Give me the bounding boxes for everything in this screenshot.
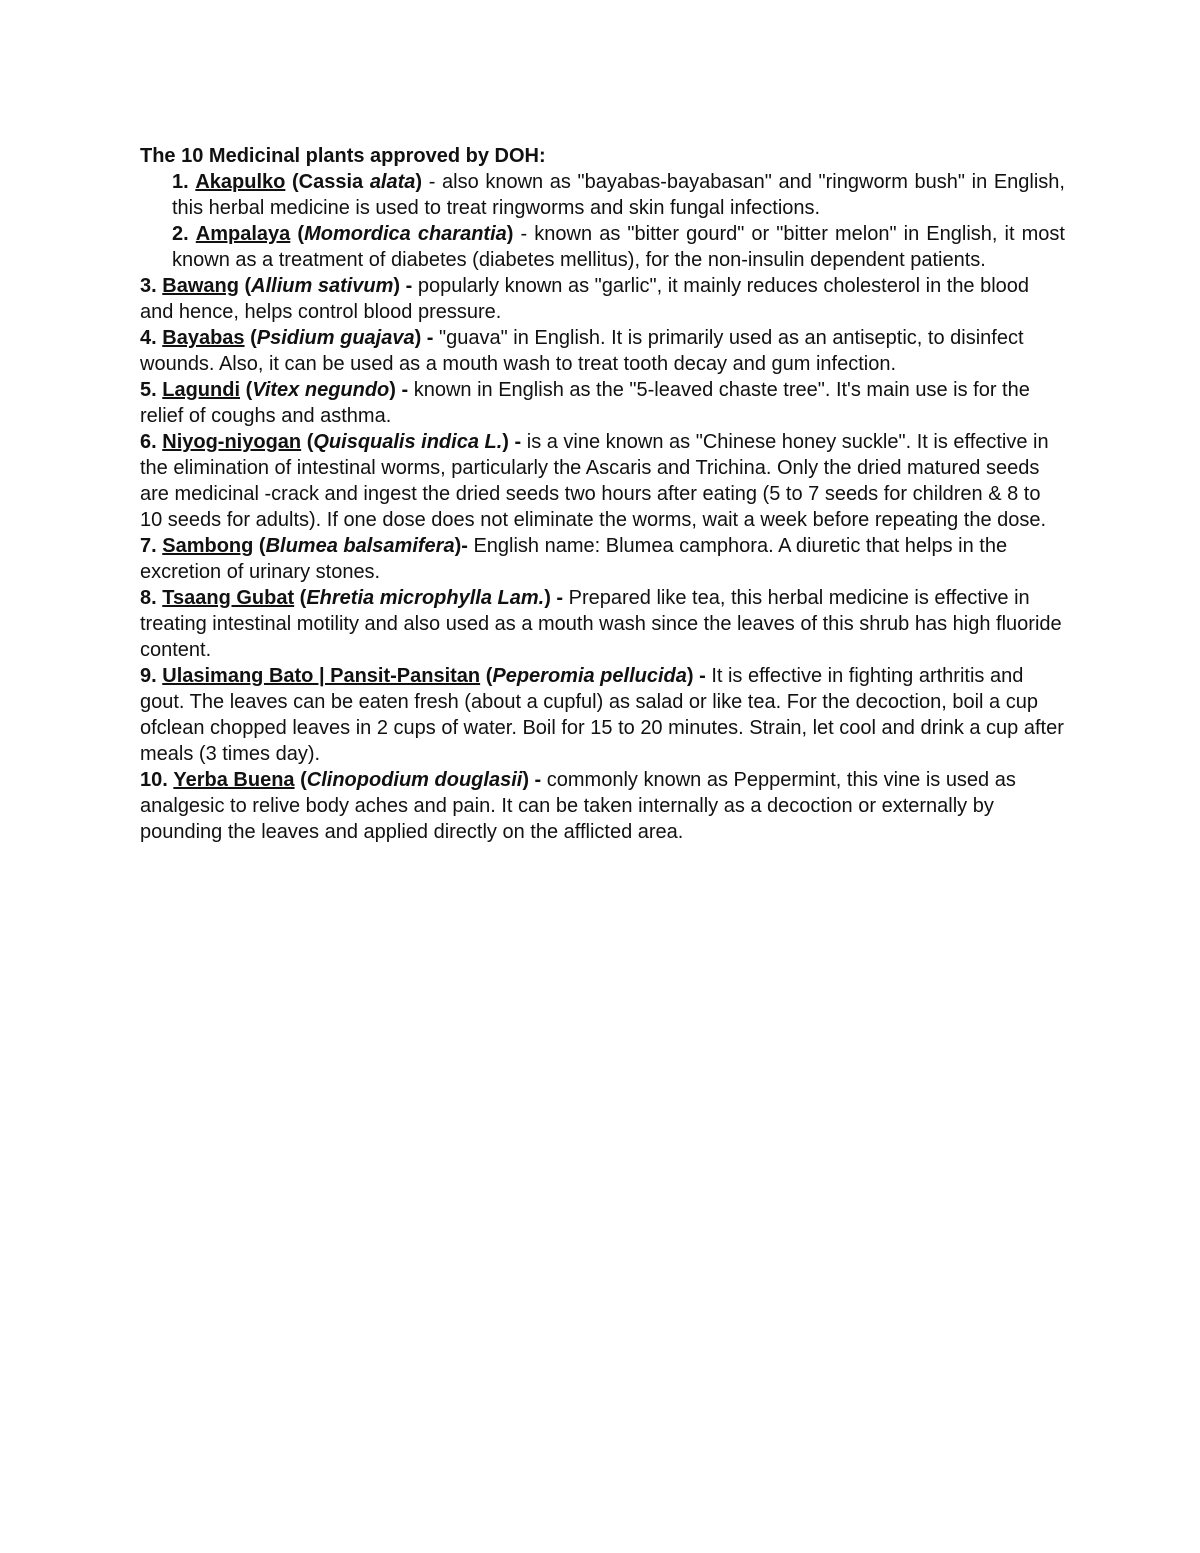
- sci-close: ) -: [544, 587, 564, 609]
- plant-name: Ulasimang Bato | Pansit-Pansitan: [162, 665, 481, 687]
- sci-close: )-: [454, 535, 468, 557]
- list-item: [172, 169, 1065, 221]
- plant-description: English name: Blumea camphora. A diuretic that helps in the excretion of urinary stones.: [140, 535, 1008, 583]
- sci-close: ) -: [502, 431, 522, 453]
- item-number: 5.: [140, 379, 157, 401]
- plant-description: is a vine known as "Chinese honey suckle". It is effective in the elimination of intestinal worms, particularly the Ascaris and Trichina. Only the dried matured seeds are medicinal -crack and ingest the dried seeds two hours after eating (5 to 7 seeds for children & 8 to 10 seeds for adults). If one dose does not eliminate the worms, wait a week before repeating the dose.: [140, 431, 1049, 531]
- sci-close: ): [506, 223, 514, 245]
- sci-open: (: [294, 587, 307, 609]
- item-number: 1.: [172, 171, 189, 193]
- item-number: 4.: [140, 327, 157, 349]
- item-number: 6.: [140, 431, 157, 453]
- sci-close: ) -: [389, 379, 409, 401]
- plant-description: commonly known as Peppermint, this vine is used as analgesic to relive body aches and pain. It can be taken internally as a decoction or externally by pounding the leaves and applied directly on the afflicted area.: [140, 769, 1016, 843]
- sci-close: ): [415, 171, 423, 193]
- sci-open: (: [238, 275, 252, 297]
- scientific-name-plain: Cassia: [298, 171, 370, 193]
- item-number: 9.: [140, 665, 157, 687]
- sci-close: ) -: [522, 769, 542, 791]
- plant-name: Bawang: [162, 275, 239, 297]
- list-item: [140, 663, 1065, 767]
- item-number: 7.: [140, 535, 157, 557]
- document-page: [140, 143, 1065, 845]
- sci-close: ) -: [686, 665, 706, 687]
- plant-description: Prepared like tea, this herbal medicine is effective in treating intestinal motility and also used as a mouth wash since the leaves of this shrub has high fluoride content.: [140, 587, 1062, 661]
- plant-list: [140, 169, 1065, 845]
- scientific-name: Momordica charantia: [304, 223, 507, 245]
- scientific-name: Clinopodium douglasii: [306, 769, 523, 791]
- sci-open: (: [294, 769, 307, 791]
- item-number: 3.: [140, 275, 157, 297]
- scientific-name: Peperomia pellucida: [492, 665, 687, 687]
- list-item: [140, 377, 1065, 429]
- list-item: [140, 429, 1065, 533]
- sci-close: ) -: [414, 327, 434, 349]
- scientific-name: Blumea balsamifera: [265, 535, 455, 557]
- sci-open: (: [301, 431, 314, 453]
- scientific-name: Vitex negundo: [252, 379, 390, 401]
- list-item: [140, 533, 1065, 585]
- plant-description: "guava" in English. It is primarily used as an antiseptic, to disinfect wounds. Also, it can be used as a mouth wash to treat tooth decay and gum infection.: [140, 327, 1024, 375]
- scientific-name: Allium sativum: [251, 275, 394, 297]
- scientific-name: Quisqualis indica L.: [313, 431, 503, 453]
- plant-name: Tsaang Gubat: [162, 587, 295, 609]
- sci-close: ) -: [393, 275, 413, 297]
- sci-open: (: [290, 223, 305, 245]
- plant-name: Bayabas: [162, 327, 245, 349]
- list-item: [140, 325, 1065, 377]
- sci-open: (: [240, 379, 253, 401]
- item-number: 10.: [140, 769, 168, 791]
- sci-open: (: [285, 171, 299, 193]
- plant-name: Akapulko: [195, 171, 286, 193]
- plant-description: popularly known as "garlic", it mainly reduces cholesterol in the blood and hence, helps control blood pressure.: [140, 275, 1030, 323]
- list-item: [140, 585, 1065, 663]
- scientific-name: alata: [369, 171, 416, 193]
- list-item: [140, 273, 1065, 325]
- plant-description: - also known as "bayabas-bayabasan" and "ringworm bush" in English, this herbal medicine is used to treat ringworms and skin fungal infections.: [172, 171, 1065, 219]
- plant-name: Lagundi: [162, 379, 241, 401]
- plant-description: known in English as the "5-leaved chaste tree". It's main use is for the relief of coughs and asthma.: [140, 379, 1030, 427]
- sci-open: (: [244, 327, 257, 349]
- document-title: The 10 Medicinal plants approved by DOH:: [140, 145, 546, 167]
- list-item: [140, 767, 1065, 845]
- scientific-name: Psidium guajava: [256, 327, 415, 349]
- item-number: 2.: [172, 223, 189, 245]
- sci-open: (: [253, 535, 266, 557]
- plant-name: Niyog-niyogan: [162, 431, 302, 453]
- scientific-name: Ehretia microphylla Lam.: [306, 587, 545, 609]
- list-item: [172, 221, 1065, 273]
- plant-name: Yerba Buena: [173, 769, 295, 791]
- plant-description: - known as "bitter gourd" or "bitter melon" in English, it most known as a treatment of diabetes (diabetes mellitus), for the non-insulin dependent patients.: [172, 223, 1065, 271]
- sci-open: (: [480, 665, 493, 687]
- plant-description: It is effective in fighting arthritis and gout. The leaves can be eaten fresh (about a cupful) as salad or like tea. For the decoction, boil a cup ofclean chopped leaves in 2 cups of water. Boil for 15 to 20 minutes. Strain, let cool and drink a cup after meals (3 times day).: [140, 665, 1064, 765]
- item-number: 8.: [140, 587, 157, 609]
- plant-name: Ampalaya: [195, 223, 291, 245]
- plant-name: Sambong: [162, 535, 254, 557]
